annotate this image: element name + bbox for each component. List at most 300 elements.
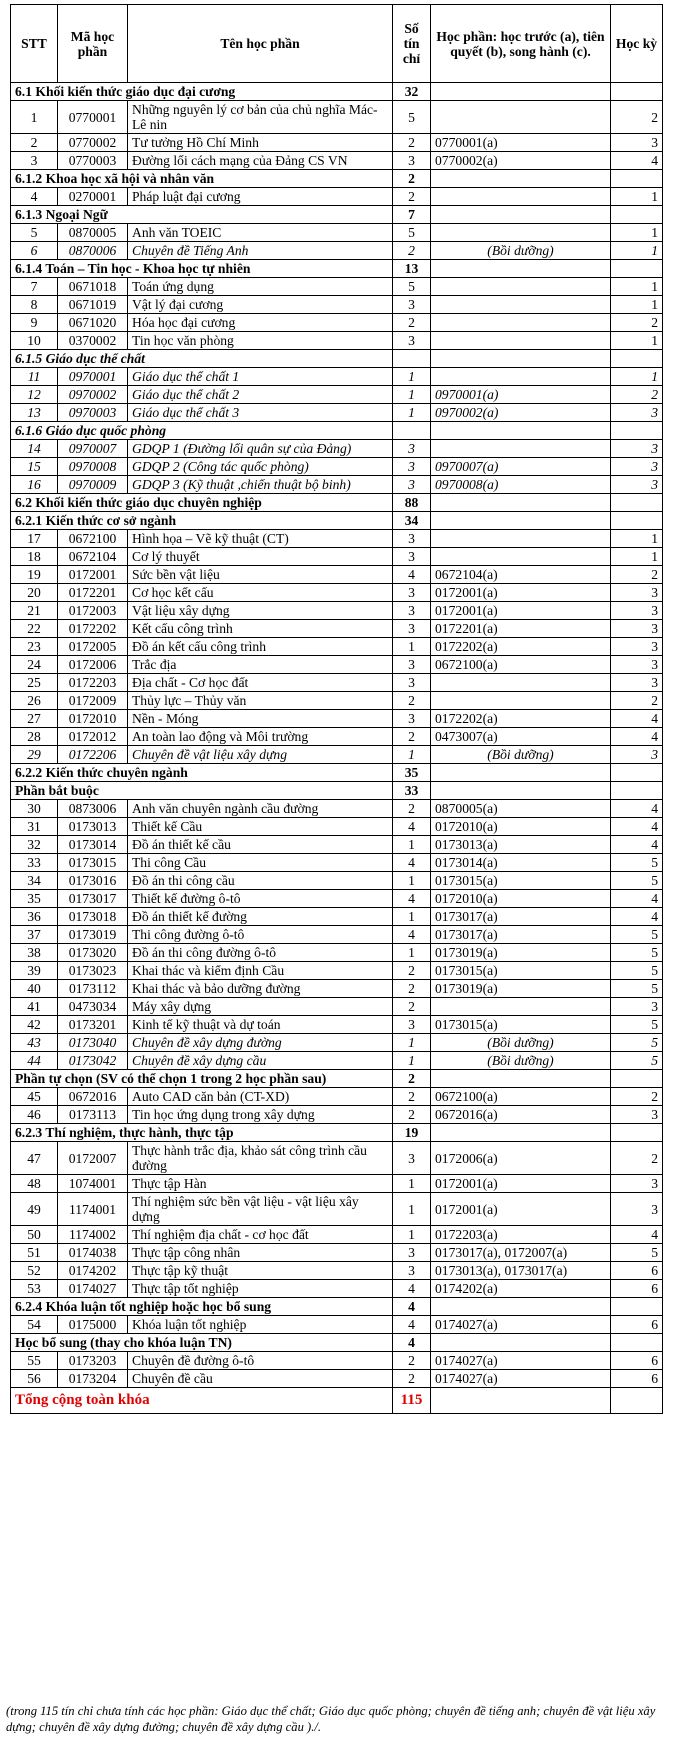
course-code: 0173040: [58, 1034, 128, 1052]
course-row: [11, 101, 663, 134]
course-row: [11, 890, 663, 908]
course-credits: 2: [393, 242, 431, 260]
course-credits: 1: [393, 1052, 431, 1070]
section-credits: 4: [393, 1334, 431, 1352]
course-credits: 2: [393, 314, 431, 332]
course-name: Pháp luật đại cương: [128, 188, 393, 206]
course-name: Nền - Móng: [128, 710, 393, 728]
course-prerequisite: [431, 530, 611, 548]
course-prerequisite: 0173015(a): [431, 962, 611, 980]
section-row: [11, 170, 663, 188]
course-prerequisite: [431, 368, 611, 386]
course-row: [11, 386, 663, 404]
course-semester: 3: [611, 656, 663, 674]
course-row: [11, 368, 663, 386]
course-semester: 2: [611, 1142, 663, 1175]
course-prerequisite: [431, 998, 611, 1016]
section-row: [11, 83, 663, 101]
course-stt: 27: [11, 710, 58, 728]
course-name: Khai thác và bảo dưỡng đường: [128, 980, 393, 998]
course-stt: 26: [11, 692, 58, 710]
section-row: [11, 512, 663, 530]
course-semester: 4: [611, 728, 663, 746]
section-row: [11, 782, 663, 800]
course-code: 1074001: [58, 1175, 128, 1193]
course-name: Vật lý đại cương: [128, 296, 393, 314]
section-credits: 88: [393, 494, 431, 512]
course-credits: 2: [393, 692, 431, 710]
total-label: Tổng cộng toàn khóa: [11, 1388, 393, 1414]
course-credits: 4: [393, 818, 431, 836]
course-code: 0173020: [58, 944, 128, 962]
course-name: Đồ án thiết kế đường: [128, 908, 393, 926]
course-code: 0174027: [58, 1280, 128, 1298]
course-row: [11, 548, 663, 566]
course-prerequisite: (Bồi dưỡng): [431, 1034, 611, 1052]
course-credits: 4: [393, 566, 431, 584]
course-credits: 4: [393, 926, 431, 944]
course-semester: 3: [611, 1175, 663, 1193]
course-prerequisite: 0172001(a): [431, 1175, 611, 1193]
course-code: 1174002: [58, 1226, 128, 1244]
course-name: Những nguyên lý cơ bản của chủ nghĩa Mác-Lê nin: [128, 101, 393, 134]
course-prerequisite: 0173019(a): [431, 944, 611, 962]
section-semester-empty: [611, 782, 663, 800]
course-semester: 3: [611, 746, 663, 764]
section-credits: 35: [393, 764, 431, 782]
course-row: [11, 440, 663, 458]
section-credits: 7: [393, 206, 431, 224]
course-name: Chuyên đề vật liệu xây dựng: [128, 746, 393, 764]
course-name: Đồ án kết cấu công trình: [128, 638, 393, 656]
course-code: 0173042: [58, 1052, 128, 1070]
course-semester: 3: [611, 134, 663, 152]
course-credits: 3: [393, 584, 431, 602]
course-stt: 32: [11, 836, 58, 854]
course-credits: 1: [393, 836, 431, 854]
course-prerequisite: 0173015(a): [431, 1016, 611, 1034]
course-prerequisite: 0173015(a): [431, 872, 611, 890]
section-prereq-empty: [431, 512, 611, 530]
course-prerequisite: 0970001(a): [431, 386, 611, 404]
course-prerequisite: 0173017(a): [431, 926, 611, 944]
course-code: 0173013: [58, 818, 128, 836]
course-name: Thực tập tốt nghiệp: [128, 1280, 393, 1298]
course-semester: 5: [611, 980, 663, 998]
course-semester: 2: [611, 566, 663, 584]
course-row: [11, 1175, 663, 1193]
course-semester: 3: [611, 584, 663, 602]
course-credits: 2: [393, 998, 431, 1016]
course-prerequisite: 0770002(a): [431, 152, 611, 170]
course-semester: 4: [611, 1226, 663, 1244]
course-code: 0172005: [58, 638, 128, 656]
course-prerequisite: 0172203(a): [431, 1226, 611, 1244]
course-row: [11, 332, 663, 350]
curriculum-table: [10, 4, 663, 1414]
course-credits: 1: [393, 1034, 431, 1052]
course-name: Giáo dục thể chất 3: [128, 404, 393, 422]
course-stt: 20: [11, 584, 58, 602]
section-prereq-empty: [431, 170, 611, 188]
course-stt: 9: [11, 314, 58, 332]
course-row: [11, 728, 663, 746]
course-semester: 2: [611, 314, 663, 332]
course-row: [11, 836, 663, 854]
course-credits: 3: [393, 476, 431, 494]
course-name: Toán ứng dụng: [128, 278, 393, 296]
course-prerequisite: (Bồi dưỡng): [431, 1052, 611, 1070]
course-stt: 3: [11, 152, 58, 170]
course-row: [11, 998, 663, 1016]
course-stt: 11: [11, 368, 58, 386]
course-stt: 38: [11, 944, 58, 962]
course-credits: 1: [393, 1226, 431, 1244]
section-semester-empty: [611, 170, 663, 188]
course-stt: 51: [11, 1244, 58, 1262]
course-semester: 3: [611, 476, 663, 494]
course-stt: 37: [11, 926, 58, 944]
course-code: 0173019: [58, 926, 128, 944]
course-name: Khóa luận tốt nghiệp: [128, 1316, 393, 1334]
course-code: 0173201: [58, 1016, 128, 1034]
course-semester: 5: [611, 1016, 663, 1034]
course-credits: 2: [393, 1106, 431, 1124]
course-name: Thi công đường ô-tô: [128, 926, 393, 944]
course-semester: 6: [611, 1262, 663, 1280]
course-prerequisite: [431, 296, 611, 314]
section-row: [11, 1070, 663, 1088]
section-row: [11, 494, 663, 512]
course-prerequisite: 0672100(a): [431, 1088, 611, 1106]
course-credits: 3: [393, 332, 431, 350]
section-prereq-empty: [431, 782, 611, 800]
course-prerequisite: [431, 224, 611, 242]
course-name: Kết cấu công trình: [128, 620, 393, 638]
course-row: [11, 1034, 663, 1052]
section-title: Học bổ sung (thay cho khóa luận TN): [11, 1334, 393, 1352]
course-semester: 1: [611, 278, 663, 296]
section-credits: 34: [393, 512, 431, 530]
section-title: 6.2.1 Kiến thức cơ sở ngành: [11, 512, 393, 530]
course-semester: 3: [611, 1193, 663, 1226]
course-name: Thi công Cầu: [128, 854, 393, 872]
course-credits: 3: [393, 1142, 431, 1175]
section-credits: 32: [393, 83, 431, 101]
course-code: 0173023: [58, 962, 128, 980]
course-prerequisite: 0172010(a): [431, 818, 611, 836]
section-row: [11, 764, 663, 782]
course-stt: 41: [11, 998, 58, 1016]
course-prerequisite: [431, 101, 611, 134]
course-stt: 34: [11, 872, 58, 890]
course-code: 0870006: [58, 242, 128, 260]
course-stt: 46: [11, 1106, 58, 1124]
course-code: 0672100: [58, 530, 128, 548]
course-stt: 47: [11, 1142, 58, 1175]
course-name: Chuyên đề xây dựng đường: [128, 1034, 393, 1052]
course-stt: 5: [11, 224, 58, 242]
course-row: [11, 818, 663, 836]
course-semester: 5: [611, 854, 663, 872]
course-credits: 3: [393, 710, 431, 728]
course-row: [11, 872, 663, 890]
course-code: 0370002: [58, 332, 128, 350]
header-stt: STT: [11, 5, 58, 83]
header-course-name: Tên học phần: [128, 5, 393, 83]
course-name: Đồ án thiết kế cầu: [128, 836, 393, 854]
course-stt: 48: [11, 1175, 58, 1193]
course-prerequisite: 0173013(a), 0173017(a): [431, 1262, 611, 1280]
section-prereq-empty: [431, 83, 611, 101]
course-code: 0672016: [58, 1088, 128, 1106]
course-row: [11, 1106, 663, 1124]
section-title: 6.1.4 Toán – Tin học - Khoa học tự nhiên: [11, 260, 393, 278]
course-prerequisite: 0173014(a): [431, 854, 611, 872]
course-prerequisite: [431, 332, 611, 350]
course-code: 0172206: [58, 746, 128, 764]
course-code: 0174202: [58, 1262, 128, 1280]
course-code: 0270001: [58, 188, 128, 206]
section-credits: 4: [393, 1298, 431, 1316]
course-credits: 2: [393, 134, 431, 152]
course-row: [11, 1262, 663, 1280]
section-title: 6.2.2 Kiến thức chuyên ngành: [11, 764, 393, 782]
course-semester: 3: [611, 458, 663, 476]
course-name: Thực tập Hàn: [128, 1175, 393, 1193]
course-row: [11, 584, 663, 602]
course-credits: 3: [393, 620, 431, 638]
course-semester: 1: [611, 188, 663, 206]
course-semester: 5: [611, 926, 663, 944]
course-semester: 1: [611, 368, 663, 386]
course-code: 0873006: [58, 800, 128, 818]
section-prereq-empty: [431, 260, 611, 278]
section-row: [11, 1124, 663, 1142]
course-prerequisite: (Bồi dưỡng): [431, 746, 611, 764]
header-prerequisites: Học phần: học trước (a), tiên quyết (b), song hành (c).: [431, 5, 611, 83]
section-semester-empty: [611, 260, 663, 278]
course-row: [11, 908, 663, 926]
course-credits: 1: [393, 872, 431, 890]
course-credits: 5: [393, 224, 431, 242]
course-semester: 2: [611, 101, 663, 134]
course-credits: 2: [393, 1088, 431, 1106]
course-name: Hình họa – Vẽ kỹ thuật (CT): [128, 530, 393, 548]
course-semester: 1: [611, 332, 663, 350]
section-semester-empty: [611, 350, 663, 368]
course-prerequisite: [431, 692, 611, 710]
course-stt: 8: [11, 296, 58, 314]
course-name: Thực tập công nhân: [128, 1244, 393, 1262]
course-code: 0970001: [58, 368, 128, 386]
course-code: 0173204: [58, 1370, 128, 1388]
course-semester: 5: [611, 872, 663, 890]
course-code: 0473034: [58, 998, 128, 1016]
course-code: 0172006: [58, 656, 128, 674]
course-credits: 2: [393, 188, 431, 206]
section-semester-empty: [611, 422, 663, 440]
section-prereq-empty: [431, 422, 611, 440]
course-row: [11, 620, 663, 638]
course-prerequisite: 0870005(a): [431, 800, 611, 818]
course-credits: 2: [393, 728, 431, 746]
course-code: 0173113: [58, 1106, 128, 1124]
course-name: Sức bền vật liệu: [128, 566, 393, 584]
course-prerequisite: 0172202(a): [431, 638, 611, 656]
table-body: [11, 83, 663, 1414]
section-credits: 2: [393, 170, 431, 188]
course-stt: 1: [11, 101, 58, 134]
total-credits: 115: [393, 1388, 431, 1414]
course-stt: 14: [11, 440, 58, 458]
course-code: 0172202: [58, 620, 128, 638]
course-row: [11, 224, 663, 242]
course-semester: 5: [611, 944, 663, 962]
course-credits: 3: [393, 656, 431, 674]
course-name: Anh văn chuyên ngành cầu đường: [128, 800, 393, 818]
course-semester: 6: [611, 1316, 663, 1334]
total-semester-empty: [611, 1388, 663, 1414]
course-code: 0671019: [58, 296, 128, 314]
course-stt: 43: [11, 1034, 58, 1052]
course-prerequisite: 0672016(a): [431, 1106, 611, 1124]
course-name: Thí nghiệm sức bền vật liệu - vật liệu xây dựng: [128, 1193, 393, 1226]
course-code: 0970003: [58, 404, 128, 422]
section-title: 6.2.4 Khóa luận tốt nghiệp hoặc học bổ sung: [11, 1298, 393, 1316]
section-semester-empty: [611, 494, 663, 512]
section-semester-empty: [611, 1070, 663, 1088]
section-row: [11, 350, 663, 368]
course-name: Máy xây dựng: [128, 998, 393, 1016]
course-prerequisite: [431, 440, 611, 458]
course-name: Thiết kế đường ô-tô: [128, 890, 393, 908]
course-semester: 3: [611, 440, 663, 458]
course-code: 0671020: [58, 314, 128, 332]
course-prerequisite: 0172010(a): [431, 890, 611, 908]
course-stt: 42: [11, 1016, 58, 1034]
course-code: 1174001: [58, 1193, 128, 1226]
course-code: 0173014: [58, 836, 128, 854]
course-stt: 22: [11, 620, 58, 638]
course-prerequisite: 0172001(a): [431, 1193, 611, 1226]
course-code: 0770003: [58, 152, 128, 170]
footnote: (trong 115 tín chỉ chưa tính các học phần: Giáo dục thể chất; Giáo dục quốc phòng; chuyên đề tiếng anh; chuyên đề vật liệu xây dựng; chuyên đề xây dựng đường; chuyên đề xây dựng cầu )./.: [6, 1704, 656, 1734]
course-credits: 3: [393, 296, 431, 314]
course-prerequisite: 0172006(a): [431, 1142, 611, 1175]
section-title: 6.2.3 Thí nghiệm, thực hành, thực tập: [11, 1124, 393, 1142]
course-credits: 3: [393, 530, 431, 548]
course-stt: 52: [11, 1262, 58, 1280]
course-stt: 2: [11, 134, 58, 152]
course-code: 0770002: [58, 134, 128, 152]
course-prerequisite: 0970002(a): [431, 404, 611, 422]
course-row: [11, 1244, 663, 1262]
section-prereq-empty: [431, 350, 611, 368]
course-code: 0173017: [58, 890, 128, 908]
course-name: Tin học ứng dụng trong xây dựng: [128, 1106, 393, 1124]
course-semester: 3: [611, 674, 663, 692]
section-row: [11, 206, 663, 224]
course-semester: 5: [611, 1034, 663, 1052]
course-row: [11, 278, 663, 296]
course-credits: 4: [393, 1316, 431, 1334]
course-row: [11, 1052, 663, 1070]
course-credits: 1: [393, 368, 431, 386]
course-row: [11, 692, 663, 710]
course-semester: 2: [611, 692, 663, 710]
course-name: Khai thác và kiểm định Cầu: [128, 962, 393, 980]
section-row: [11, 422, 663, 440]
course-stt: 16: [11, 476, 58, 494]
course-code: 0173016: [58, 872, 128, 890]
course-credits: 1: [393, 746, 431, 764]
course-row: [11, 296, 663, 314]
course-prerequisite: 0174027(a): [431, 1316, 611, 1334]
total-prereq-empty: [431, 1388, 611, 1414]
course-code: 0172001: [58, 566, 128, 584]
course-code: 0172201: [58, 584, 128, 602]
course-prerequisite: [431, 188, 611, 206]
course-stt: 30: [11, 800, 58, 818]
course-row: [11, 566, 663, 584]
header-course-code: Mã học phần: [58, 5, 128, 83]
section-title: Phần tự chọn (SV có thể chọn 1 trong 2 học phần sau): [11, 1070, 393, 1088]
course-row: [11, 476, 663, 494]
section-credits: [393, 422, 431, 440]
course-stt: 28: [11, 728, 58, 746]
course-name: An toàn lao động và Môi trường: [128, 728, 393, 746]
header-semester: Học kỳ: [611, 5, 663, 83]
course-prerequisite: 0173013(a): [431, 836, 611, 854]
course-credits: 3: [393, 458, 431, 476]
course-row: [11, 404, 663, 422]
course-credits: 3: [393, 674, 431, 692]
curriculum-document: [10, 4, 662, 1414]
course-name: Cơ lý thuyết: [128, 548, 393, 566]
course-row: [11, 314, 663, 332]
course-semester: 2: [611, 386, 663, 404]
section-credits: 13: [393, 260, 431, 278]
course-row: [11, 458, 663, 476]
course-stt: 12: [11, 386, 58, 404]
course-credits: 1: [393, 1193, 431, 1226]
course-stt: 54: [11, 1316, 58, 1334]
course-code: 0173203: [58, 1352, 128, 1370]
course-code: 0172003: [58, 602, 128, 620]
course-credits: 3: [393, 440, 431, 458]
total-row: [11, 1388, 663, 1414]
section-semester-empty: [611, 1334, 663, 1352]
course-code: 0970007: [58, 440, 128, 458]
course-row: [11, 638, 663, 656]
section-row: [11, 260, 663, 278]
course-credits: 5: [393, 278, 431, 296]
course-name: Thủy lực – Thủy văn: [128, 692, 393, 710]
section-prereq-empty: [431, 1124, 611, 1142]
course-stt: 4: [11, 188, 58, 206]
course-credits: 3: [393, 548, 431, 566]
course-row: [11, 674, 663, 692]
section-title: 6.1.2 Khoa học xã hội và nhân văn: [11, 170, 393, 188]
course-row: [11, 1016, 663, 1034]
course-semester: 6: [611, 1352, 663, 1370]
course-name: Chuyên đề xây dựng cầu: [128, 1052, 393, 1070]
course-semester: 4: [611, 890, 663, 908]
course-semester: 1: [611, 548, 663, 566]
course-credits: 3: [393, 1016, 431, 1034]
course-name: Vật liệu xây dựng: [128, 602, 393, 620]
